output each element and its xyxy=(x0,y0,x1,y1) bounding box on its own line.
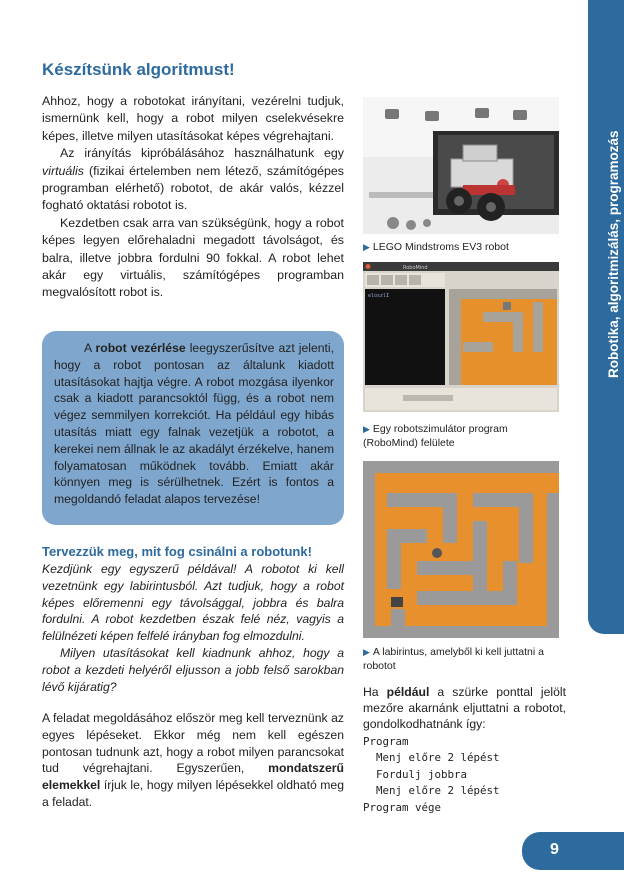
example-paragraph-2: Milyen utasításokat kell kiadnunk ahhoz, hogy a robot a kezdeti helyéről eljusson a jobb felső sarokban lévő kijáratig? xyxy=(42,645,344,694)
page-number-tab xyxy=(522,832,624,870)
caption-bullet-icon: ▶ xyxy=(363,242,370,252)
box-pre: A xyxy=(84,341,96,355)
right-post: a szürke ponttal jelölt mezőre akarnánk eljuttatni a robotot, gondolkodhatnánk így: xyxy=(363,685,566,732)
right-pre: Ha xyxy=(363,685,387,699)
code-line: Menj előre 2 lépést xyxy=(363,751,500,765)
right-bold: például xyxy=(386,685,430,699)
info-box-text xyxy=(54,340,334,508)
page-number: 9 xyxy=(550,841,559,858)
task-start: A feladat megoldásához először meg kell terveznünk az egyes lépéseket. Ekkor még nem kell egészen pontosan tudnunk azt, hogy a robot milyen parancsokat tud végrehajtani. Egyszerűen, xyxy=(42,711,344,776)
caption-bullet-icon: ▶ xyxy=(363,424,370,434)
task-bold: mondatszerű elemekkel xyxy=(42,761,344,793)
intro-paragraph-3: Kezdetben csak arra van szükségünk, hogy a robot képes legyen előrehaladni megadott távolságot, és balra, illetve jobbra fordulni 90 fokkal. A robot lehet akár egy virtuális, számítógépes programban megvalósított robot is. xyxy=(42,215,344,300)
pseudocode-block xyxy=(363,734,500,816)
code-line: Program xyxy=(363,735,409,748)
robomind-screenshot xyxy=(363,262,559,412)
photo-caption-2 xyxy=(363,422,563,450)
photo-caption-1 xyxy=(363,240,563,254)
intro-p2-italic: virtuális xyxy=(42,163,84,178)
sim-editor-text: eloszlI xyxy=(368,293,390,299)
code-line: Fordulj jobbra xyxy=(363,767,468,781)
section-title: Készítsünk algoritmust! xyxy=(42,60,235,79)
chapter-title: Robotika, algoritmizálás, programozás xyxy=(606,130,621,378)
box-bold-term: robot vezérlése xyxy=(95,341,186,355)
sim-title-text: RoboMind xyxy=(403,265,428,271)
caption-3-text: A labirintus, amelyből ki kell juttatni a robotot xyxy=(363,646,544,672)
box-post: leegyszerűsítve azt jelenti, hogy a robot pontosan az általunk kiadott utasításokat hajtja végre. A robot mozgása ilyenkor csak a kiadott parancsoktól függ, és a robot nem végez semmilyen korrekciót. Ha például egy hibás utasítás miatt egy falnak vezetjük a robotot, a kerekei nem állnak le az akadályt érzékelve, hanem folyamatosan működnek tovább. Emiatt akár könnyen meg is sérülhetnek. Ezért is fontos a megoldandó feladat alapos tervezése! xyxy=(54,341,335,507)
target-dot-icon xyxy=(432,548,442,558)
example-paragraph-1: Kezdjünk egy egyszerű példával! A robotot ki kell vezetnünk egy labirintusból. Azt tudjuk, hogy a robot képes előremenni egy távolsággal, jobbra és balra fordulni. A robot kezdetben észak felé néz, vagyis a felülnézeti képen felfelé irányban fog elmozdulni. xyxy=(42,562,344,644)
caption-bullet-icon: ▶ xyxy=(363,647,370,657)
intro-paragraph-1: Ahhoz, hogy a robotokat irányítani, vezérelni tudjuk, ismernünk kell, hogy a robot milyen cselekvésekre képes, illetve milyen utasításokat képes végrehajtani. xyxy=(42,94,344,143)
caption-1-text: LEGO Mindstroms EV3 robot xyxy=(372,241,509,253)
maze-image xyxy=(363,461,559,638)
intro-p2-end: (fizikai értelemben nem létező, számítógépes programban elérhető) robotot, de akár valós, kézzel fogható oktatási robotot is. xyxy=(42,163,344,213)
example-text xyxy=(42,561,344,695)
code-line: Menj előre 2 lépést xyxy=(363,784,500,798)
caption-2-text: Egy robotszimulátor program (RoboMind) felülete xyxy=(363,423,508,449)
task-paragraph xyxy=(42,710,344,811)
code-line: Program vége xyxy=(363,800,442,814)
intro-paragraph-2 xyxy=(42,145,344,215)
example-intro-text xyxy=(363,684,566,733)
subsection-heading: Tervezzük meg, mit fog csinálni a robotunk! xyxy=(42,544,312,559)
robot-icon xyxy=(391,597,403,607)
photo-caption-3 xyxy=(363,645,563,673)
intro-p2-start: Az irányítás kipróbálásához használhatunk egy xyxy=(60,146,344,161)
lego-robot-photo xyxy=(363,97,559,234)
task-end: írjuk le, hogy milyen lépésekkel oldható meg a feladat. xyxy=(42,778,344,809)
intro-text xyxy=(42,93,344,302)
chapter-side-tab xyxy=(588,0,624,634)
